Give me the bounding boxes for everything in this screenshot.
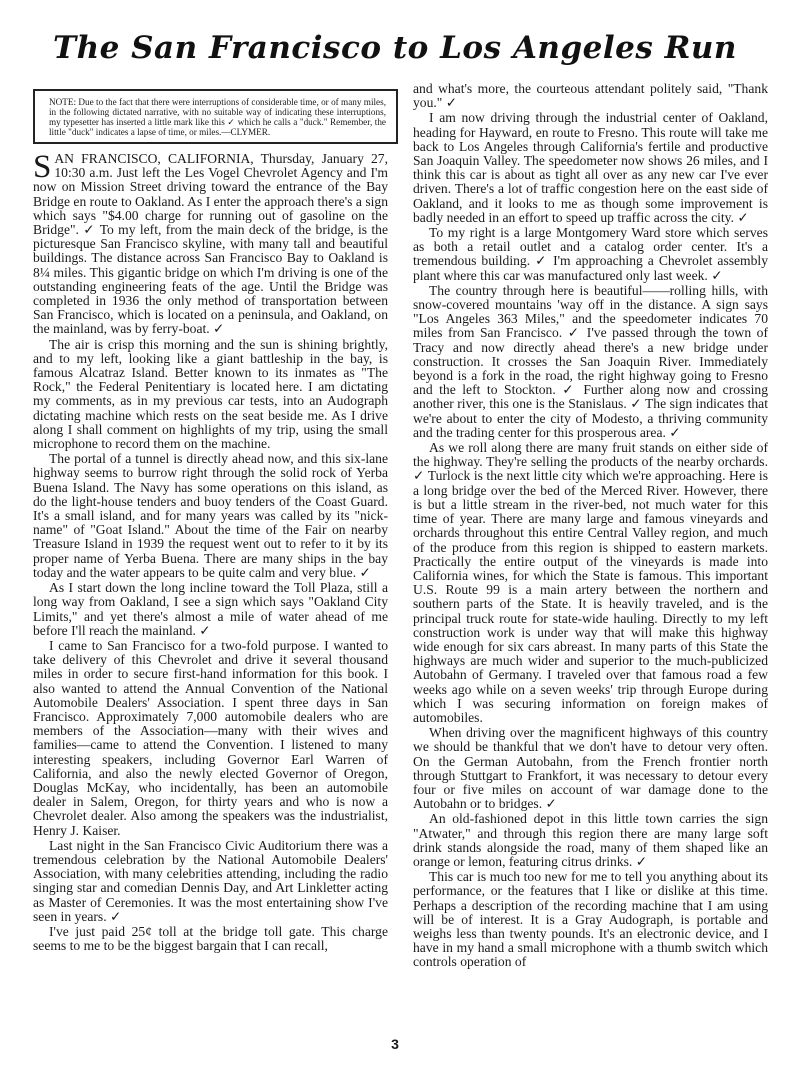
paragraph: To my right is a large Montgomery Ward store which serves as both a retail outlet and a catalog order center. It's a tremendous building. ✓ I'm approaching a Chevrolet assembly plant where this car was manufactured only last week. ✓ xyxy=(413,225,768,283)
paragraph: I came to San Francisco for a two-fold purpose. I wanted to take delivery of this Chevrolet and drive it several thousand miles in order to secure first-hand information for this book. I also wanted to attend the Annual Convention of the National Automobile Dealers' Association. I spent three days in San Francisco. Approximately 7,000 automobile dealers who are members of the Association—many with their wives and families—came to attend the Convention. I listened to many interesting speakers, including Governor Earl Warren of California, and also the newly elected Governor of Oregon, Douglas McKay, who incidentally, has been an automobile dealer in Salem, Oregon, for thirty years and who is now a Chevrolet dealer. Also among the speakers was the industrialist, Henry J. Kaiser. xyxy=(33,637,388,838)
drop-cap: S xyxy=(33,149,52,185)
paragraph: The country through here is beautiful——rolling hills, with snow-covered mountains 'way off in the distance. A sign says "Los Angeles 363 Miles," and the speedometer indicates 70 miles from San Francisco. ✓ I've passed through the town of Tracy and now directly ahead there's a new bridge under construction. It crosses the San Joaquin River. Immediately beyond is a fork in the road, the right highway going to Fresno and the left to Stockton. ✓ Further along now and crossing another river, this one is the Stanislaus. ✓ The sign indicates that we're about to enter the city of Modesto, a thriving community and the trading center for this prosperous area. ✓ xyxy=(413,282,768,440)
note-box: NOTE: Due to the fact that there were interruptions of considerable time, or of many miles, in the following dictated narrative, with no suitable way of indicating these interruptions, my typesetter has inserted a little mark like this ✓ which he calls a "duck." Remember, the little "duck" indicates a lapse of time, or miles.—CLYMER. xyxy=(33,89,398,144)
paragraph: An old-fashioned depot in this little town carries the sign "Atwater," and through this region there are many large soft drink stands alongside the road, many of them shaped like an orange or lemon, featuring citrus drinks. ✓ xyxy=(413,811,768,869)
paragraph: I am now driving through the industrial center of Oakland, heading for Hayward, en route to Fresno. This route will take me back to Los Angeles through California's fertile and productive San Joaquin Valley. The speedometer now shows 26 miles, and I think this car is about as tight all over as any new car I've ever driven. There's a lot of traffic congestion here on the east side of Oakland, and it looks to me as though some improvement is badly needed in an effort to speed up traffic across the city. ✓ xyxy=(413,110,768,225)
paragraph: When driving over the magnificent highways of this country we should be thankful that we don't have to detour very often. On the German Autobahn, from the French frontier north through Stuttgart to Frankfort, it was necessary to detour every four or five miles on account of war damage done to the Autobahn or to bridges. ✓ xyxy=(413,725,768,812)
right-column xyxy=(413,82,768,970)
paragraph: The portal of a tunnel is directly ahead now, and this six-lane highway seems to burrow right through the solid rock of Yerba Buena Island. The Navy has some operations on this island, as do the light-house tenders and buoy tenders of the Coast Guard. It's a small island, and for many years was called by its "nick-name" of "Goat Island." About the time of the Fair on nearby Treasure Island in 1939 the request went out to refer to it by its proper name of Yerba Buena. There are many ships in the bay today and the water appears to be quite calm and very blue. ✓ xyxy=(33,451,388,580)
left-column xyxy=(33,89,388,953)
page-title: The San Francisco to Los Angeles Run xyxy=(53,30,737,66)
paragraph: and what's more, the courteous attendant politely said, "Thank you." ✓ xyxy=(413,81,768,111)
paragraph: I've just paid 25¢ toll at the bridge toll gate. This charge seems to me to be the biggest bargain that I can recall, xyxy=(33,923,388,954)
paragraph: SAN FRANCISCO, CALIFORNIA, Thursday, January 27, 10:30 a.m. Just left the Les Vogel Chevrolet Agency and I'm now on Mission Street driving toward the entrance of the Bay Bridge en route to Oakland. As I enter the approach there's a sign which says "$4.00 charge for running out of gasoline on the Bridge". ✓ To my left, from the main deck of the bridge, is the picturesque San Francisco skyline, with many tall and beautiful buildings. The distance across San Francisco Bay to Oakland is 8¼ miles. This gigantic bridge on which I'm driving is one of the outstanding engineering feats of the age. Until the Bridge was completed in 1936 the only method of transportation between San Francisco, which is located on a peninsula, and Oakland, on the mainland, was by ferry-boat. ✓ xyxy=(33,149,388,337)
paragraph: This car is much too new for me to tell you anything about its performance, or the features that I like or dislike at this time. Perhaps a description of the recording machine that I am using will be of interest. It is a Gray Audograph, is portable and weighs less than twenty pounds. It's an electronic device, and I have in my hand a small microphone with a thumb switch which controls operation of xyxy=(413,869,768,970)
paragraph: Last night in the San Francisco Civic Auditorium there was a tremendous celebration by the National Automobile Dealers' Association, with many celebrities attending, including the radio singing star and comedian Dennis Day, and Art Linkletter acting as Master of Ceremonies. It was the most entertaining show I've seen in years. ✓ xyxy=(33,837,388,924)
paragraph: The air is crisp this morning and the sun is shining brightly, and to my left, looking like a giant battleship in the bay, is famous Alcatraz Island. Better known to its inmates as "The Rock," the Federal Penitentiary is located here. I am dictating my comments, as in my previous car tests, into an Audograph dictating machine which rests on the seat beside me. As I drive along I shall comment on highlights of my trip, using the small microphone to record them on the machine. xyxy=(33,336,388,452)
page-number: 3 xyxy=(391,1036,399,1052)
paragraph: As we roll along there are many fruit stands on either side of the highway. They're selling the products of the nearby orchards. ✓ Turlock is the next little city which we're approaching. Here is a long bridge over the bed of the Merced River. However, there is but a little stream in the river-bed, not much water for this time of year. There are many large and famous vineyards and orchards throughout this entire Central Valley region, and much of the produce from this region is shipped to eastern markets. Practically the entire output of the vineyards is made into California wines, for which the State is famous. This important U.S. Route 99 is a main artery between the northern and southern parts of the State. It is heavily traveled, and is the principal truck route for state-wide hauling. Directly to my left construction work is under way that will make this highway wide enough for six cars abreast. In many parts of this State the highways are much wider and superior to the much-publicized Autobahn of Germany. I traveled over that famous road a few weeks ago while on a seven weeks' trip through Europe during which I was securing information on foreign makes of automobiles. xyxy=(413,440,768,725)
paragraph: As I start down the long incline toward the Toll Plaza, still a long way from Oakland, I see a sign which says "Oakland City Limits," and yet there's almost a mile of water ahead of me before I'll reach the mainland. ✓ xyxy=(33,580,388,638)
